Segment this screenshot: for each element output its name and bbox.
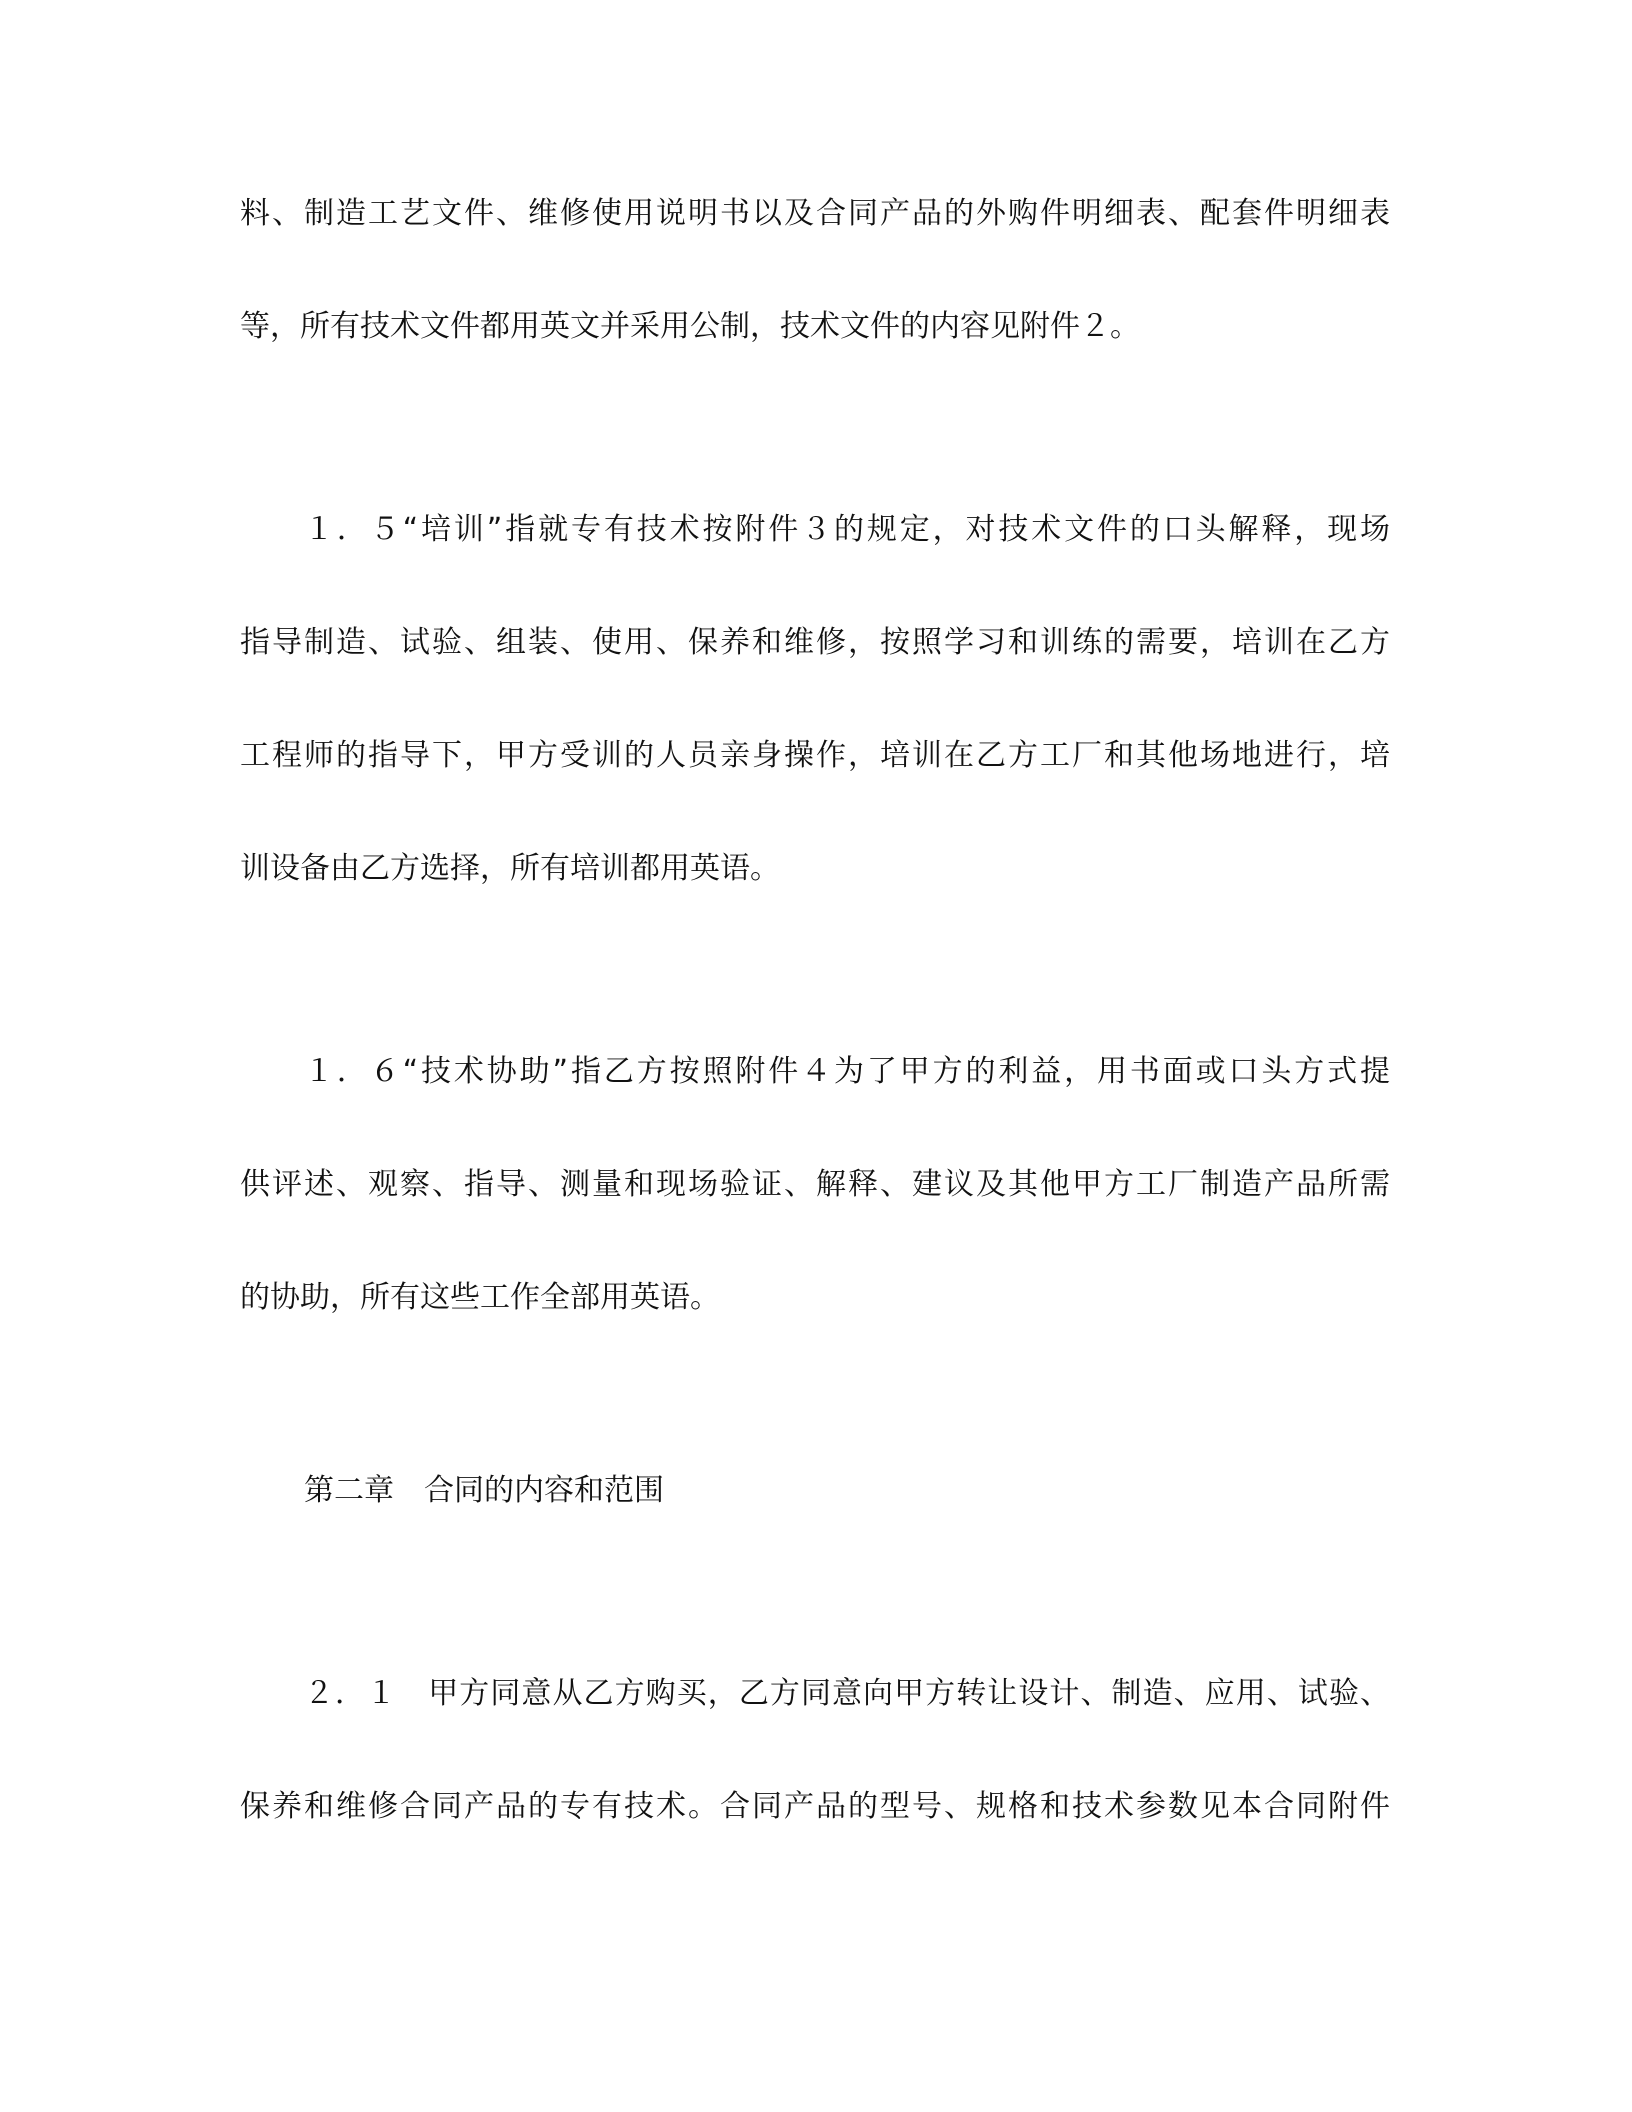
chapter-heading: 第二章 合同的内容和范围	[304, 1473, 664, 1508]
text-line: 指导制造、试验、组装、使用、保养和维修，按照学习和训练的需要，培训在乙方	[240, 625, 1390, 660]
text-line: 的协助，所有这些工作全部用英语。	[240, 1280, 720, 1315]
text-line: １．５“培训”指就专有技术按附件３的规定，对技术文件的口头解释，现场	[304, 512, 1390, 547]
text-line: 训设备由乙方选择，所有培训都用英语。	[240, 851, 780, 886]
text-line: 料、制造工艺文件、维修使用说明书以及合同产品的外购件明细表、配套件明细表	[240, 196, 1390, 231]
text-line: 供评述、观察、指导、测量和现场验证、解释、建议及其他甲方工厂制造产品所需	[240, 1167, 1390, 1202]
text-line: 工程师的指导下，甲方受训的人员亲身操作，培训在乙方工厂和其他场地进行，培	[240, 738, 1390, 773]
text-line: ２．１ 甲方同意从乙方购买，乙方同意向甲方转让设计、制造、应用、试验、	[304, 1676, 1390, 1711]
text-line: 等，所有技术文件都用英文并采用公制，技术文件的内容见附件２。	[240, 309, 1140, 344]
text-line: 保养和维修合同产品的专有技术。合同产品的型号、规格和技术参数见本合同附件	[240, 1789, 1390, 1824]
text-line: １．６“技术协助”指乙方按照附件４为了甲方的利益，用书面或口头方式提	[304, 1054, 1390, 1089]
